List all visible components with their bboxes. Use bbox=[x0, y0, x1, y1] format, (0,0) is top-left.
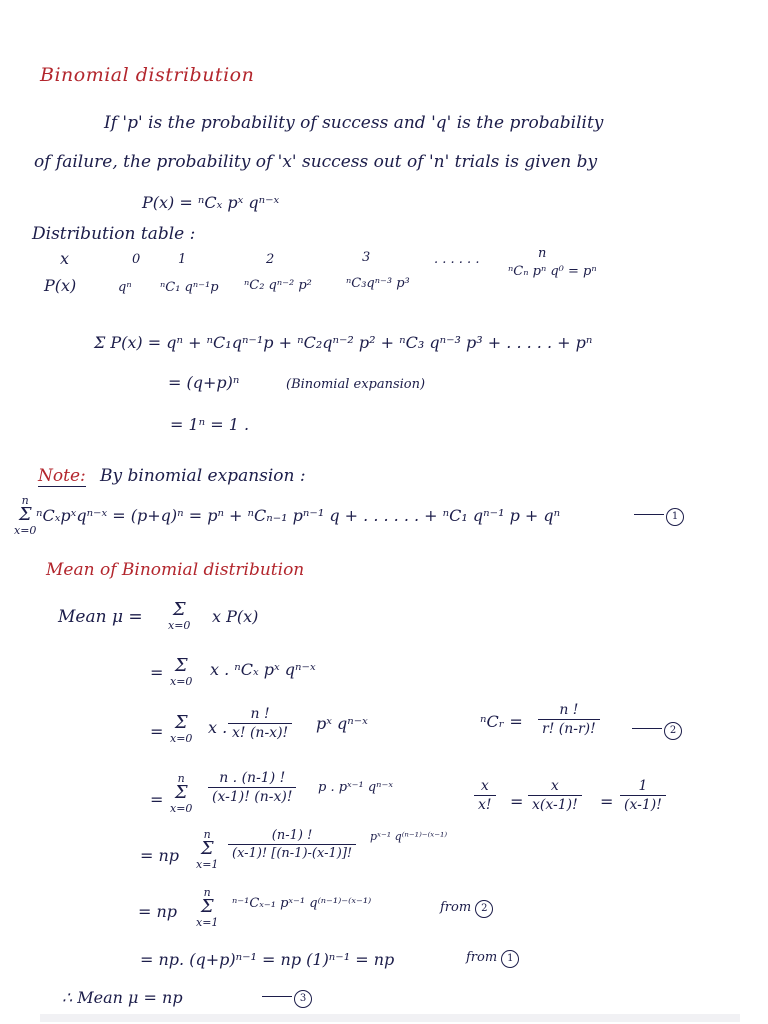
side-fraction-1 bbox=[474, 778, 496, 813]
step1-sigma bbox=[168, 601, 190, 631]
step1-sigma-bottom: x=0 bbox=[168, 619, 191, 632]
side-eq-2: = bbox=[600, 792, 614, 811]
note-sigma bbox=[14, 494, 36, 536]
ncr-lhs: ⁿCᵣ = bbox=[480, 712, 523, 731]
final-result: ∴ Mean μ = np bbox=[62, 988, 183, 1007]
step5-pre: = np bbox=[140, 846, 180, 865]
eq-number-3: 3 bbox=[294, 990, 312, 1008]
from-text: from bbox=[440, 900, 472, 915]
table-x-3: 3 bbox=[362, 250, 371, 265]
fraction-bar bbox=[620, 795, 666, 796]
step3-sigma-bottom: x=0 bbox=[170, 732, 193, 745]
eq-ref-2: 2 bbox=[475, 900, 493, 918]
side-fraction-2 bbox=[528, 778, 582, 813]
tag-dash bbox=[262, 996, 292, 997]
step5-post: pˣ⁻¹ q⁽ⁿ⁻¹⁾⁻⁽ˣ⁻¹⁾ bbox=[370, 830, 448, 843]
side-num-1: x bbox=[480, 778, 489, 794]
ncr-fraction bbox=[538, 702, 600, 737]
tag-dash bbox=[634, 514, 664, 515]
table-p-1: ⁿC₁ qⁿ⁻¹p bbox=[160, 280, 219, 295]
side-den-2: x(x-1)! bbox=[532, 797, 578, 813]
step2-expr: x . ⁿCₓ pˣ qⁿ⁻ˣ bbox=[210, 660, 316, 679]
mean-lhs: Mean μ = bbox=[58, 607, 143, 627]
sigma-icon: Σ bbox=[18, 504, 32, 525]
step4-sigma-top: n bbox=[177, 772, 185, 785]
step4-den: (x-1)! (n-x)! bbox=[212, 789, 293, 805]
note-sigma-top: n bbox=[21, 494, 29, 507]
fraction-bar bbox=[228, 844, 356, 845]
note-sigma-bottom: x=0 bbox=[14, 524, 37, 537]
table-x-n: n bbox=[538, 246, 547, 261]
step2-eq: = bbox=[150, 663, 164, 682]
step3-post: pˣ qⁿ⁻ˣ bbox=[316, 714, 368, 733]
page-bottom-fade bbox=[40, 1014, 740, 1022]
page-title: Binomial distribution bbox=[40, 64, 255, 86]
mean-heading-text: Mean of Binomial distribution bbox=[46, 560, 305, 580]
step3-eq: = bbox=[150, 722, 164, 741]
table-p-2: ⁿC₂ qⁿ⁻² p² bbox=[244, 278, 312, 293]
sigma-icon: Σ bbox=[200, 896, 214, 917]
eq-tag-2 bbox=[632, 718, 682, 740]
note-text: By binomial expansion : bbox=[100, 466, 306, 486]
step4-post: p . pˣ⁻¹ qⁿ⁻ˣ bbox=[318, 780, 393, 795]
step5-sigma-top: n bbox=[203, 828, 211, 841]
ncr-den: r! (n-r)! bbox=[542, 721, 596, 737]
note-label: Note: bbox=[38, 466, 86, 486]
step5-den: (x-1)! [(n-1)-(x-1)]! bbox=[232, 846, 353, 861]
step4-eq: = bbox=[150, 790, 164, 809]
step3-fraction bbox=[228, 706, 292, 741]
table-x-dots: . . . . . . bbox=[434, 252, 480, 267]
eq-number-2: 2 bbox=[664, 722, 682, 740]
sigma-icon: Σ bbox=[174, 655, 188, 676]
sum-line-2-note: (Binomial expansion) bbox=[286, 377, 426, 392]
intro-line-2: of failure, the probability of 'x' success out of 'n' trials is given by bbox=[34, 152, 598, 172]
step4-fraction bbox=[208, 770, 296, 805]
step7: = np. (q+p)ⁿ⁻¹ = np (1)ⁿ⁻¹ = np bbox=[140, 950, 395, 969]
fraction-bar bbox=[538, 719, 600, 720]
step2-sigma-bottom: x=0 bbox=[170, 675, 193, 688]
step6-expr: ⁿ⁻¹Cₓ₋₁ pˣ⁻¹ q⁽ⁿ⁻¹⁾⁻⁽ˣ⁻¹⁾ bbox=[232, 896, 372, 911]
fraction-bar bbox=[228, 723, 292, 724]
step5-sigma bbox=[196, 828, 218, 870]
step2-sigma bbox=[170, 657, 192, 687]
table-x-0: 0 bbox=[132, 252, 141, 267]
step7-from bbox=[466, 950, 519, 968]
sigma-icon: Σ bbox=[174, 712, 188, 733]
table-p-3: ⁿC₃qⁿ⁻³ p³ bbox=[346, 276, 410, 291]
distribution-table-heading: Distribution table : bbox=[32, 224, 196, 244]
intro-line-1: If 'p' is the probability of success and 'q' is the probability bbox=[104, 113, 604, 133]
sigma-icon: Σ bbox=[174, 782, 188, 803]
side-fraction-3 bbox=[620, 778, 666, 813]
step6-sigma-top: n bbox=[203, 886, 211, 899]
mean-heading bbox=[46, 560, 304, 580]
step3-pre: x . bbox=[208, 718, 228, 737]
sigma-icon: Σ bbox=[200, 838, 214, 859]
step5-num: (n-1) ! bbox=[271, 828, 313, 843]
binomial-expansion-eq: ⁿCₓpˣqⁿ⁻ˣ = (p+q)ⁿ = pⁿ + ⁿCₙ₋₁ pⁿ⁻¹ q + . . . . . . + ⁿC₁ qⁿ⁻¹ p + qⁿ bbox=[36, 506, 561, 525]
sum-line-1: Σ P(x) = qⁿ + ⁿC₁qⁿ⁻¹p + ⁿC₂qⁿ⁻² p² + ⁿC₃ qⁿ⁻³ p³ + . . . . . + pⁿ bbox=[94, 333, 593, 352]
pmf-formula: P(x) = ⁿCₓ pˣ qⁿ⁻ˣ bbox=[142, 193, 280, 212]
eq-ref-1: 1 bbox=[501, 950, 519, 968]
step5-fraction bbox=[228, 828, 356, 861]
fraction-bar bbox=[528, 795, 582, 796]
step4-sigma-bottom: x=0 bbox=[170, 802, 193, 815]
from-text: from bbox=[466, 950, 498, 965]
eq-tag-3 bbox=[262, 986, 312, 1008]
step3-num: n ! bbox=[250, 706, 270, 722]
side-den-1: x! bbox=[478, 797, 492, 813]
step3-den: x! (n-x)! bbox=[232, 725, 289, 741]
tag-dash bbox=[632, 728, 662, 729]
step1-expr: x P(x) bbox=[212, 607, 259, 626]
step4-sigma bbox=[170, 772, 192, 814]
table-p-n: ⁿCₙ pⁿ q⁰ = pⁿ bbox=[508, 264, 597, 279]
step3-sigma bbox=[170, 714, 192, 744]
sigma-icon: Σ bbox=[172, 599, 186, 620]
step5-sigma-bottom: x=1 bbox=[196, 858, 219, 871]
fraction-bar bbox=[208, 787, 296, 788]
table-p-0: qⁿ bbox=[118, 280, 132, 295]
side-eq-1: = bbox=[510, 792, 524, 811]
eq-tag-1 bbox=[634, 504, 684, 526]
step6-sigma bbox=[196, 886, 218, 928]
sum-line-2: = (q+p)ⁿ bbox=[168, 373, 240, 392]
table-x-2: 2 bbox=[266, 252, 275, 267]
table-x-label: x bbox=[60, 249, 70, 268]
fraction-bar bbox=[474, 795, 496, 796]
side-num-2: x bbox=[550, 778, 559, 794]
table-x-1: 1 bbox=[178, 252, 187, 267]
side-den-3: (x-1)! bbox=[624, 797, 662, 813]
step4-num: n . (n-1) ! bbox=[219, 770, 286, 786]
step6-pre: = np bbox=[138, 902, 178, 921]
sum-line-3: = 1ⁿ = 1 . bbox=[170, 415, 250, 434]
ncr-num: n ! bbox=[559, 702, 579, 718]
eq-number-1: 1 bbox=[666, 508, 684, 526]
step6-from bbox=[440, 900, 493, 918]
step6-sigma-bottom: x=1 bbox=[196, 916, 219, 929]
side-num-3: 1 bbox=[638, 778, 648, 794]
table-p-label: P(x) bbox=[44, 276, 77, 295]
